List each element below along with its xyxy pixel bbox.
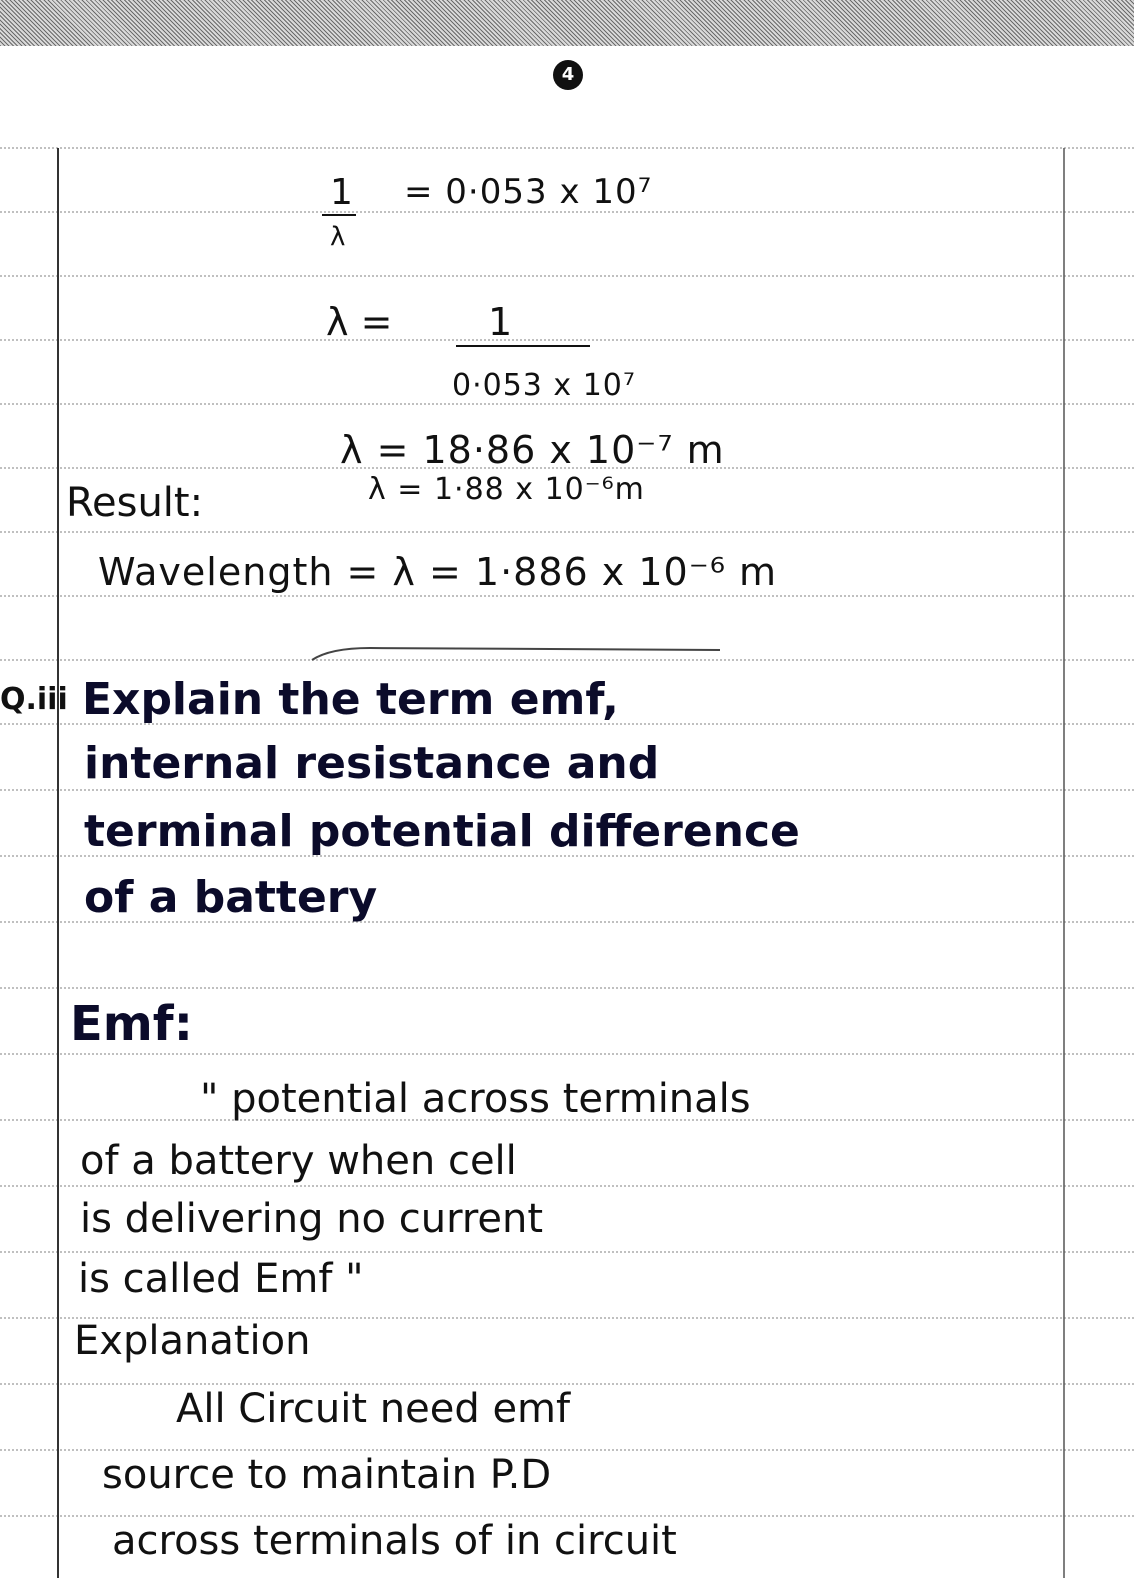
calc-frac1-bar xyxy=(322,214,356,216)
emf-definition-line: is delivering no current xyxy=(80,1196,544,1242)
emf-definition-line: is called Emf " xyxy=(78,1256,364,1302)
question-line: internal resistance and xyxy=(84,738,660,789)
question-line: terminal potential difference xyxy=(84,806,800,857)
emf-definition-line: of a battery when cell xyxy=(80,1138,517,1184)
calc-line2-lhs: λ = xyxy=(326,300,393,344)
page-number-badge: 4 xyxy=(553,60,583,90)
calc-line3: λ = 18·86 x 10⁻⁷ m xyxy=(340,428,725,472)
calc-frac2-bar xyxy=(456,345,590,347)
result-heading: Result: xyxy=(66,480,204,526)
result-wavelength-line: Wavelength = λ = 1·886 x 10⁻⁶ m xyxy=(98,550,778,594)
explanation-line: across terminals of in circuit xyxy=(112,1518,677,1564)
explanation-heading: Explanation xyxy=(74,1318,311,1364)
calc-line4: λ = 1·88 x 10⁻⁶m xyxy=(368,472,645,507)
calc-frac1-denominator: λ xyxy=(330,222,346,252)
question-number: Q.iii xyxy=(0,682,68,717)
question-line: of a battery xyxy=(84,872,378,923)
emf-heading: Emf: xyxy=(70,996,193,1052)
calc-frac2-numerator: 1 xyxy=(488,300,513,344)
calc-frac2-denominator: 0·053 x 10⁷ xyxy=(452,368,636,403)
emf-definition-line: " potential across terminals xyxy=(200,1076,751,1122)
calc-line1-rhs: = 0·053 x 10⁷ xyxy=(404,172,653,212)
explanation-line: All Circuit need emf xyxy=(176,1386,571,1432)
question-line: Explain the term emf, xyxy=(82,674,619,725)
explanation-line: source to maintain P.D xyxy=(102,1452,552,1498)
calc-frac1-numerator: 1 xyxy=(330,172,353,213)
